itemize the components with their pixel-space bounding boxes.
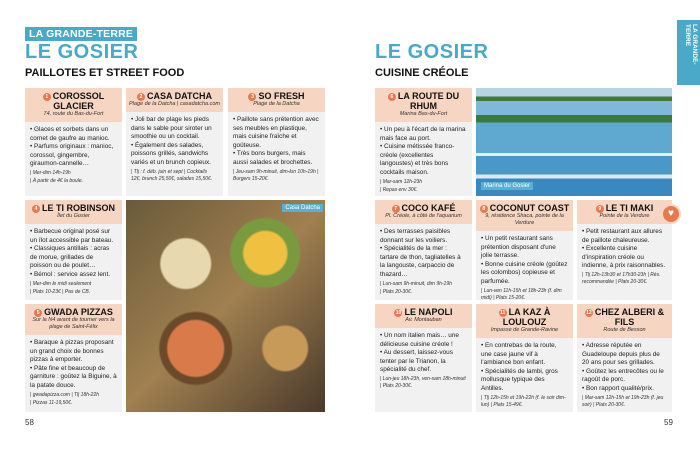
card-address: Av. Montauban [405,317,442,323]
card-header [126,88,223,112]
restaurant-card [577,304,672,412]
name-text: GWADA PIZZAS [44,307,113,317]
card-body [25,122,122,189]
card-info: | Mer-dim 14h-19h [30,169,71,176]
food-photo [126,200,325,412]
restaurant-card [476,200,573,300]
number-badge: 8 [480,205,488,213]
card-body [375,328,472,394]
name-text: COROSSOL GLACIER [52,91,105,111]
card-name [28,203,119,213]
card-header [25,304,122,335]
number-badge: 7 [392,205,400,213]
restaurant-card [25,304,122,412]
name-text: COCONUT COAST [489,203,570,213]
number-badge: 10 [395,310,402,316]
card-info: | Tlj : f. déb. juin et sept | Cocktails 12€, brunch 25,50€, salades 15,50€. [131,168,213,182]
card-header [375,200,472,224]
restaurant-card [375,88,472,196]
card-info: | Plats 10-23€ | Pas de CB. [30,288,91,295]
card-name [28,91,119,111]
card-bullet: • Bon rapport qualité/prix. [582,384,654,392]
number-badge: 2 [137,93,145,101]
card-bullet: • Spécialités de lambi, gros mollusque typique des Antilles. [481,367,558,392]
card-bullet: • Barbecue original posé sur un îlot accessible par bateau. [30,228,114,244]
card-bullet: • Un peu à l'écart de la marina mais face au port. [380,126,466,142]
card-info: | Lun-sam 9h-minuit, dim 9h-19h [380,280,452,287]
name-text: LE NAPOLI [404,307,453,317]
card-name [378,307,469,317]
card-bullet: • Joli bar de plage les pieds dans le sable pour siroter un smoothie ou un cocktail. [131,116,212,141]
card-bullet: • Classiques antillais : acras de morue, grillades de poisson ou de poulet… [30,245,110,270]
number-badge: 11 [500,310,506,316]
restaurant-card [476,304,573,412]
card-header [228,88,325,112]
name-text: LA ROUTE DU RHUM [397,91,460,111]
card-bullet: • Très bons burgers, mais aussi salades et brochettes. [233,150,313,166]
number-badge: 12 [586,310,592,316]
restaurant-card [25,88,122,196]
photo-caption: Marina du Gosier [481,182,533,190]
card-address: Îlet du Gosier [57,213,90,219]
heart-icon: ♥ [661,204,681,224]
card-name [580,307,669,327]
card-name [231,91,322,101]
name-text: COCO KAFÉ [401,203,456,213]
page-number-left: 58 [25,418,34,427]
card-bullet: • Baraque à pizzas proposant un grand choix de bonnes pizzas à emporter. [30,339,114,364]
card-bullet: • Également des salades, poissons grillés, sandwichs variés et un brunch copieux. [131,141,211,166]
card-address: Marina Bas-du-Fort [399,111,448,117]
number-badge: 3 [248,93,256,101]
card-header [577,304,672,338]
card-name [378,91,469,111]
name-text: LE TI ROBINSON [41,203,115,213]
card-bullet: • Des terrasses paisibles donnant sur les voiliers. [380,228,451,244]
card-body [577,338,672,413]
restaurant-card [126,88,223,196]
section-subtitle-right: CUISINE CRÉOLE [375,67,469,79]
marina-photo [476,88,672,196]
card-bullet: • En contrebas de la route, une case jaune vif à l'ambiance bon enfant. [481,342,557,367]
side-tab-label: LA GRANDE-TERRE [684,24,698,65]
restaurant-card [375,200,472,300]
card-info: | Jeu-sam 9h-minuit, dim-lun 10h-19h | Burgers 15-20€. [233,168,319,182]
card-body [577,224,672,290]
card-header [25,88,122,122]
card-info: | Repas env 30€. [380,186,418,193]
card-name [378,203,469,213]
card-bullet: • Cuisine métissée franco-créole (excellentes langoustes) et très bons cocktails maison. [380,143,455,176]
card-name [580,203,669,213]
name-text: LE TI MAKI [605,203,654,213]
card-name [28,307,119,317]
number-badge: 1 [43,93,51,101]
card-info: | gwadapizza.com | Tlj 18h-22h [30,391,100,398]
card-body [476,231,573,306]
card-info: | À partir de 4€ la boule. [30,177,83,184]
name-text: LA KAZ À LOULOUZ [502,307,551,327]
card-body [476,338,573,413]
region-tag: LA GRANDE-TERRE [25,27,137,41]
section-subtitle-left: PAILLOTES ET STREET FOOD [25,67,185,79]
card-bullet: • Bémol : service assez lent. [30,270,111,278]
card-body [375,224,472,300]
card-address: Plage de la Datcha [253,101,300,107]
card-address: 74, route du Bas-du-Fort [43,111,104,117]
card-info: | Pizzas 11-19,50€. [30,399,73,406]
card-address: Impasse de Grande-Ravine [490,327,559,333]
card-info: | Mar-sam 12h-15h et 19h-23h (f. jeu soir) | Plats 20-30€. [582,394,664,408]
card-bullet: • Pâte fine et beaucoup de garniture : goûtez la Biguine, à la patate douce. [30,364,117,389]
card-header [375,304,472,328]
number-badge: 6 [388,93,396,101]
restaurant-card [228,88,325,196]
card-bullet: • Adresse réputée en Guadeloupe depuis plus de 20 ans pour ses grillades. [582,342,660,367]
card-bullet: • Parfums originaux : manioc, corossol, gingembre, giraumon-cannelle… [30,143,114,168]
card-header [476,200,573,231]
card-body [126,112,223,187]
card-header [375,88,472,122]
card-address: Route de Besson [603,327,646,333]
page-title-left: LE GOSIER [25,41,139,63]
card-header [25,200,122,224]
card-address: Pointe de la Verdure [599,213,650,219]
card-info: | Plats 20-30€. [380,288,413,295]
number-badge: 9 [596,205,604,213]
name-text: CASA DATCHA [147,91,212,101]
photo-caption: Casa Datcha [282,204,323,212]
card-name [479,307,570,327]
card-bullet: • Un petit restaurant sans prétention disposant d'une jolie terrasse. [481,235,556,260]
restaurant-card [375,304,472,412]
card-address: 9, résidence Shaca, pointe de la Verdure [485,213,564,226]
card-info: | Tlj 12h-13h30 et 17h30-23h | Rés. recommandée | Plats 20-30€. [582,271,661,285]
card-bullet: • Petit restaurant aux allures de paillote chaleureuse. [582,228,663,244]
card-header [577,200,672,224]
number-badge: 4 [32,205,40,213]
card-body [228,112,325,187]
page-title-right: LE GOSIER [375,41,489,63]
card-body [375,122,472,198]
page-number-right: 59 [664,418,673,427]
card-name [129,91,220,101]
name-text: CHEZ ALBERI & FILS [594,307,665,327]
card-info: | Lun-jeu 18h-23h, ven-sam 18h-minuit | Plats 20-30€. [380,375,466,389]
number-badge: 5 [34,309,42,317]
card-address: Sur la N4 avant de tourner vers la plage de Saint-Félix [32,317,115,330]
card-body [25,224,122,300]
side-tab[interactable] [677,20,700,85]
card-bullet: • Au dessert, laissez-vous tenter par le Trianon, la spécialité du chef. [380,349,453,374]
card-name [479,203,570,213]
restaurant-card [25,200,122,300]
card-info: | Mer-dim le midi seulement [30,280,92,287]
card-header [476,304,573,338]
card-bullet: • Paillote sans prétention avec ses meubles en plastique, mais cuisine fraîche et goûteuse. [233,116,319,149]
card-bullet: • Bonne cuisine créole (goûtez les colombos) copieuse et parfumée. [481,260,568,285]
restaurant-card [577,200,672,300]
card-address: Pl. Créole, à côté de l'aquarium [385,213,462,219]
card-address: Plage de la Datcha | casadatcha.com [129,101,221,107]
card-info: | Lun-ven 11h-15h et 18h-23h (f. dim midi) | Plats 15-20€. [481,287,562,301]
card-bullet: • Glaces et sorbets dans un cornet de gaufre au manioc. [30,126,110,142]
name-text: SO FRESH [258,91,305,101]
card-body [25,335,122,411]
card-bullet: • Spécialités de la mer : tartare de thon, tagliatelles à la langouste, carpaccio de thazard… [380,245,461,278]
card-bullet: • Excellente cuisine d'inspiration créole ou indienne, à prix raisonnables. [582,245,666,270]
card-bullet: • Un nom italien mais… une délicieuse cuisine créole ! [380,332,459,348]
card-info: | Mar-sam 12h-23h [380,178,423,185]
card-info: | Tlj 12h-15h et 19h-22h (f. le soir dim-lun) | Plats 15-49€. [481,394,566,408]
card-bullet: • Goûtez les entrecôtes ou le ragoût de porc. [582,367,664,384]
